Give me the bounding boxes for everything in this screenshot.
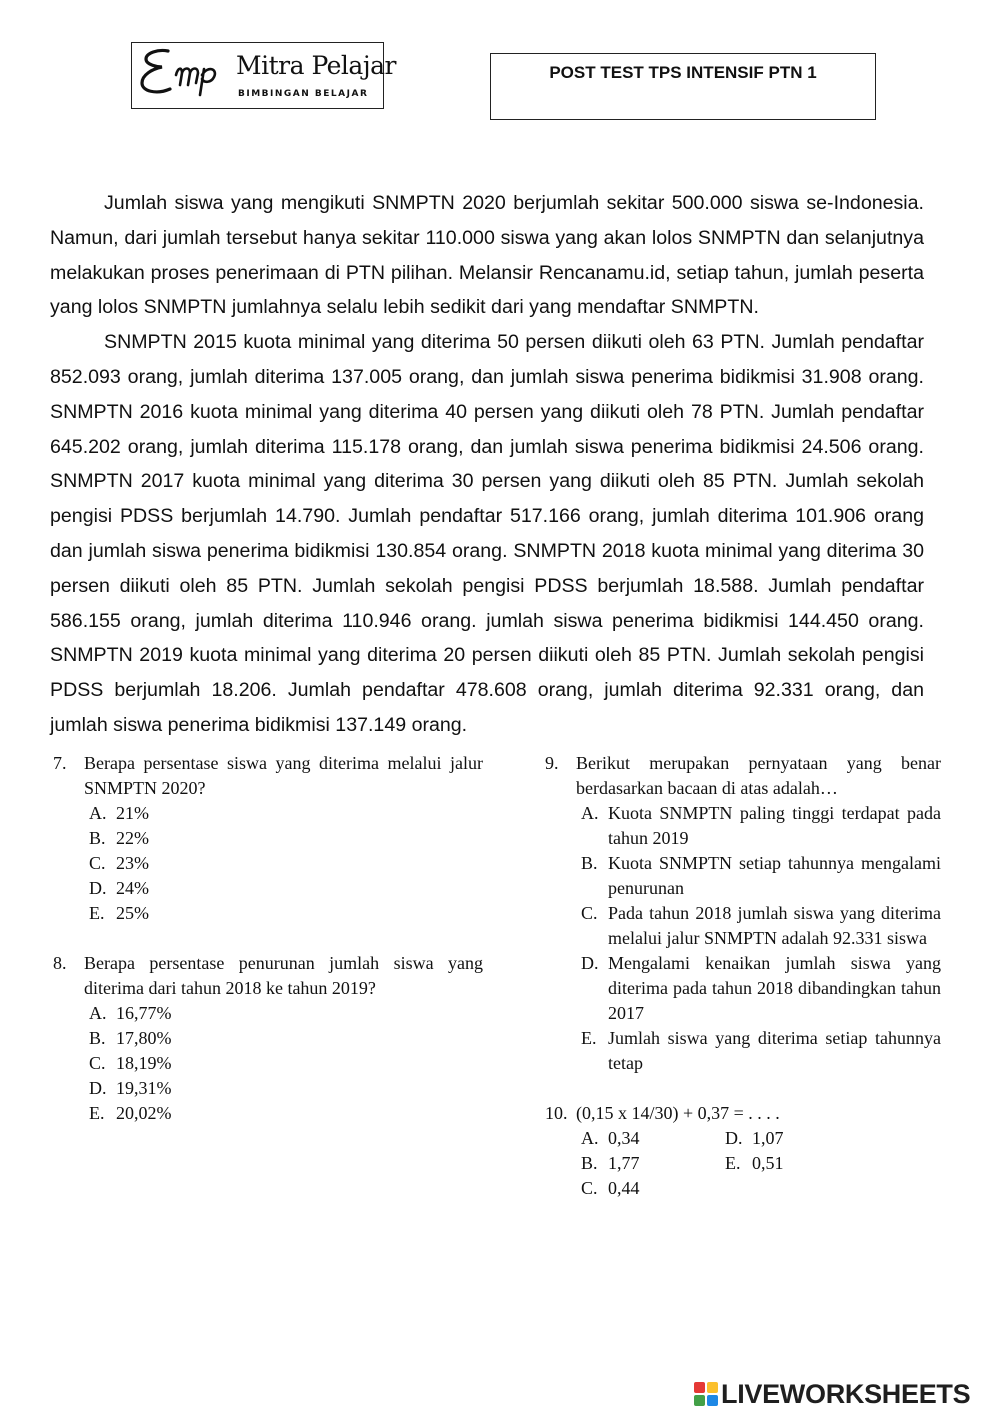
option-text: 21%: [116, 803, 149, 823]
option-text: 16,77%: [116, 1003, 172, 1023]
option-text: Pada tahun 2018 jumlah siswa yang diterima melalui jalur SNMPTN adalah 92.331 siswa: [608, 903, 941, 948]
option-c[interactable]: [576, 901, 941, 951]
option-letter: A.: [581, 1128, 599, 1148]
option-letter: D.: [725, 1128, 743, 1148]
option-e[interactable]: [84, 901, 483, 926]
option-d[interactable]: [84, 1076, 483, 1101]
option-letter: D.: [89, 878, 107, 898]
option-letter: B.: [581, 853, 598, 873]
option-text: 0,51: [752, 1153, 784, 1173]
option-letter: A.: [89, 1003, 107, 1023]
passage-paragraph-1: Jumlah siswa yang mengikuti SNMPTN 2020 berjumlah sekitar 500.000 siswa se-Indonesia. Namun, dari jumlah tersebut hanya sekitar 110.000 siswa yang akan lolos SNMPTN dan selanjutnya melakukan proses penerimaan di PTN pilihan. Melansir Rencanamu.id, setiap tahun, jumlah peserta yang lolos SNMPTN jumlahnya selalu lebih sedikit dari yang mendaftar SNMPTN.: [50, 192, 924, 319]
brand-name: Mitra Pelajar: [236, 51, 396, 80]
reading-passage: [50, 186, 924, 743]
option-d[interactable]: [84, 876, 483, 901]
answer-options: [84, 801, 483, 926]
option-e[interactable]: [84, 1101, 483, 1126]
option-text: Mengalami kenaikan jumlah siswa yang diterima pada tahun 2018 dibandingkan tahun 2017: [608, 953, 941, 1023]
watermark-text: LIVEWORKSHEETS: [721, 1378, 971, 1409]
option-b[interactable]: [84, 826, 483, 851]
brand-logo: [131, 42, 396, 109]
option-letter: E.: [89, 1103, 105, 1123]
option-c[interactable]: [576, 1176, 720, 1201]
liveworksheets-logo-icon: [693, 1381, 719, 1407]
option-text: 17,80%: [116, 1028, 172, 1048]
option-c[interactable]: [84, 1051, 483, 1076]
answer-options: [84, 1001, 483, 1126]
option-b[interactable]: [576, 851, 941, 901]
brand-mark-icon: [138, 45, 226, 101]
option-e[interactable]: [720, 1151, 850, 1176]
question-text: (0,15 x 14/30) + 0,37 = . . . .: [576, 1103, 780, 1123]
option-text: Kuota SNMPTN paling tinggi terdapat pada tahun 2019: [608, 803, 941, 848]
option-letter: D.: [89, 1078, 107, 1098]
option-text: 22%: [116, 828, 149, 848]
option-b[interactable]: [84, 1026, 483, 1051]
answer-options: [576, 801, 941, 1076]
option-e[interactable]: [576, 1026, 941, 1076]
question-number: 8.: [53, 953, 67, 973]
answer-options: [576, 1126, 941, 1201]
option-text: 1,77: [608, 1153, 640, 1173]
option-a[interactable]: [576, 1126, 720, 1151]
option-letter: E.: [89, 903, 105, 923]
question-7: [53, 751, 483, 926]
option-letter: B.: [89, 828, 106, 848]
option-c[interactable]: [84, 851, 483, 876]
option-letter: B.: [581, 1153, 598, 1173]
option-d[interactable]: [576, 951, 941, 1026]
option-text: 20,02%: [116, 1103, 172, 1123]
question-text: Berapa persentase siswa yang diterima melalui jalur SNMPTN 2020?: [84, 753, 483, 798]
questions-right-column: [545, 751, 941, 1201]
test-title-box: [490, 53, 876, 120]
option-letter: C.: [581, 1178, 598, 1198]
passage-paragraph-2: SNMPTN 2015 kuota minimal yang diterima 50 persen diikuti oleh 63 PTN. Jumlah pendaftar 852.093 orang, jumlah diterima 137.005 orang, dan jumlah siswa penerima bidikmisi 31.908 orang. SNMPTN 2016 kuota minimal yang diterima 40 persen yang diikuti oleh 78 PTN. Jumlah pendaftar 645.202 orang, jumlah diterima 115.178 orang, dan jumlah siswa penerima bidikmisi 24.506 orang. SNMPTN 2017 kuota minimal yang diterima 30 persen yang diikuti oleh 85 PTN. Jumlah sekolah pengisi PDSS berjumlah 14.790. Jumlah pendaftar 517.166 orang, jumlah diterima 101.906 orang dan jumlah siswa penerima bidikmisi 130.854 orang. SNMPTN 2018 kuota minimal yang diterima 30 persen diikuti oleh 85 PTN. Jumlah sekolah pengisi PDSS berjumlah 18.588. Jumlah pendaftar 586.155 orang, jumlah diterima 110.946 orang. jumlah siswa penerima bidikmisi 144.450 orang. SNMPTN 2019 kuota minimal yang diterima 20 persen diikuti oleh 85 PTN. Jumlah sekolah pengisi PDSS berjumlah 18.206. Jumlah pendaftar 478.608 orang, jumlah diterima 92.331 orang, dan jumlah siswa penerima bidikmisi 137.149 orang.: [50, 331, 924, 736]
question-text: Berikut merupakan pernyataan yang benar berdasarkan bacaan di atas adalah…: [576, 753, 941, 798]
option-text: 0,44: [608, 1178, 640, 1198]
question-number: 9.: [545, 753, 559, 773]
option-letter: A.: [581, 803, 599, 823]
option-text: 0,34: [608, 1128, 640, 1148]
brand-tagline: BIMBINGAN BELAJAR: [238, 89, 369, 99]
option-text: 24%: [116, 878, 149, 898]
option-a[interactable]: [84, 1001, 483, 1026]
option-letter: C.: [89, 853, 106, 873]
option-b[interactable]: [576, 1151, 720, 1176]
question-number: 7.: [53, 753, 67, 773]
option-a[interactable]: [576, 801, 941, 851]
question-number: 10.: [545, 1103, 568, 1123]
question-9: [545, 751, 941, 1076]
option-letter: E.: [725, 1153, 741, 1173]
option-letter: A.: [89, 803, 107, 823]
test-title: POST TEST TPS INTENSIF PTN 1: [549, 63, 817, 82]
option-text: 25%: [116, 903, 149, 923]
option-d[interactable]: [720, 1126, 850, 1151]
liveworksheets-watermark: [693, 1377, 970, 1411]
question-8: [53, 951, 483, 1126]
option-text: Jumlah siswa yang diterima setiap tahunnya tetap: [608, 1028, 941, 1073]
option-text: 18,19%: [116, 1053, 172, 1073]
option-a[interactable]: [84, 801, 483, 826]
option-text: 23%: [116, 853, 149, 873]
option-text: 1,07: [752, 1128, 784, 1148]
option-letter: C.: [89, 1053, 106, 1073]
option-text: 19,31%: [116, 1078, 172, 1098]
option-letter: D.: [581, 953, 599, 973]
option-letter: B.: [89, 1028, 106, 1048]
question-text: Berapa persentase penurunan jumlah siswa yang diterima dari tahun 2018 ke tahun 2019?: [84, 953, 483, 998]
option-letter: C.: [581, 903, 598, 923]
option-text: Kuota SNMPTN setiap tahunnya mengalami penurunan: [608, 853, 941, 898]
questions-left-column: [53, 751, 483, 1126]
option-letter: E.: [581, 1028, 597, 1048]
question-10: [545, 1101, 941, 1201]
